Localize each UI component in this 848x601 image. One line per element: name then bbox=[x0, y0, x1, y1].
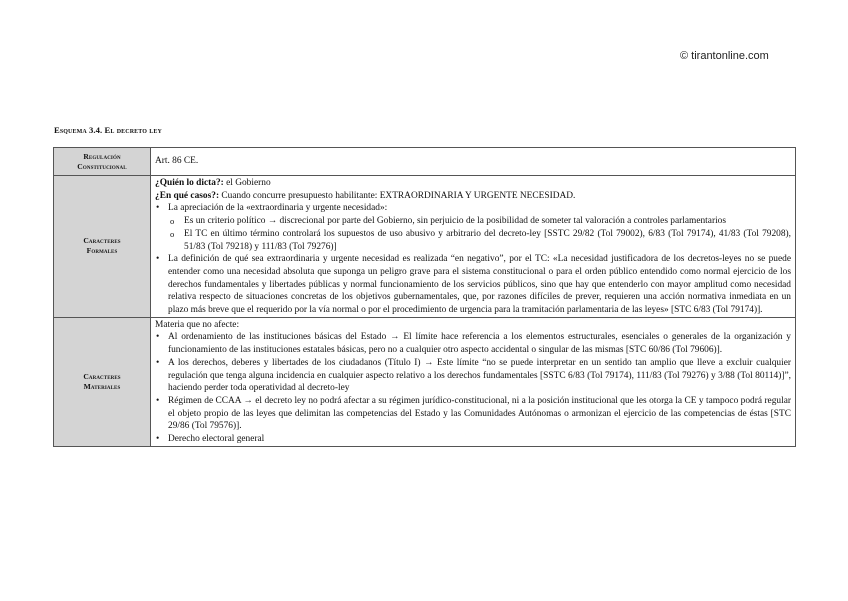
formales-bullet-1: • La apreciación de la «extraordinaria y urgente necesidad»: bbox=[155, 202, 791, 215]
formales-subbullet-2: o El TC en último término controlará los supuestos de uso abusivo y arbitrario del decreto-ley [SSTC 29/82 (Tol 79002), 6/83 (Tol 79174), 41/83 (Tol 79208), 51/83 (Tol 79218) y 111/83 (Tol 79276)] bbox=[155, 228, 791, 253]
materiales-bullet-4: • Derecho electoral general bbox=[155, 433, 791, 446]
label-materiales bbox=[54, 317, 151, 446]
cell-formales bbox=[151, 176, 796, 318]
regulacion-text: Art. 86 CE. bbox=[155, 156, 199, 167]
label-regulacion-line1: Regulación bbox=[83, 151, 121, 161]
copyright-watermark: © tirantonline.com bbox=[680, 50, 769, 62]
label-formales-line2: Formales bbox=[86, 246, 118, 256]
label-materiales-line1: Caracteres bbox=[83, 371, 121, 381]
row-formales bbox=[54, 176, 796, 318]
materiales-bullet-2: • A los derechos, deberes y libertades de los ciudadanos (Título I) → Este límite “no se puede interpretar en un sentido tan amplio que lleve a excluir cualquier regulación que tenga alguna incidencia en cualquier aspecto relativo a los derechos fundamentales [SSTC 6/83 (Tol 79174), 111/83 (Tol 79276) y 3/88 (Tol 80114)]”, haciendo perder toda operatividad al decreto-ley bbox=[155, 357, 791, 395]
materiales-intro: Materia que no afecte: bbox=[155, 319, 240, 330]
label-formales bbox=[54, 176, 151, 318]
schema-heading: Esquema 3.4. El decreto ley bbox=[54, 125, 162, 135]
materiales-bullet-3: • Régimen de CCAA → el decreto ley no podrá afectar a su régimen jurídico-constitucional, ni a la posición institucional que les otorga la CE y tampoco podrá regular el objeto propio de las leyes que delimitan las competencias del Estado y las Comunidades Autónomas o armonizan el ejercicio de las competencias de éstas [STC 29/86 (Tol 79576)]. bbox=[155, 395, 791, 433]
cell-regulacion bbox=[151, 148, 796, 176]
decreto-ley-schema-table bbox=[53, 147, 796, 447]
who-answer: el Gobierno bbox=[223, 178, 271, 188]
formales-subbullet-1: o Es un criterio político → discrecional por parte del Gobierno, sin perjuicio de la posibilidad de someter tal valoración a controles parlamentarios bbox=[155, 215, 791, 228]
when-question: ¿En qué casos?: bbox=[155, 190, 220, 201]
row-materiales bbox=[54, 317, 796, 446]
cell-materiales bbox=[151, 317, 796, 446]
formales-bullet-2: • La definición de qué sea extraordinaria y urgente necesidad es realizada “en negativo”, por el TC: «La necesidad justificadora de los decretos-leyes no se puede entender como una necesidad absoluta que suponga un peligro grave para el sistema constitucional o para el orden público entendido como normal ejercicio de los derechos fundamentales y libertades públicas y normal funcionamiento de los servicios públicos, sino que hay que entenderlo con mayor amplitud como necesidad relativa respecto de situaciones concretas de los objetivos gubernamentales, que, por razones difíciles de prever, requieren una acción normativa inmediata en un plazo más breve que el requerido por la vía normal o por el procedimiento de urgencia para la tramitación parlamentaria de las leyes» [STC 6/83 (Tol 79174)]. bbox=[155, 253, 791, 317]
row-regulacion bbox=[54, 148, 796, 176]
who-question: ¿Quién lo dicta?: bbox=[155, 178, 224, 188]
label-materiales-line2: Materiales bbox=[83, 381, 121, 391]
materiales-bullet-1: • Al ordenamiento de las instituciones básicas del Estado → El límite hace referencia a los elementos estructurales, esenciales o generales de la organización y funcionamiento de las instituciones estatales básicas, pero no a cualquier otro aspecto accidental o singular de las mismas [STC 60/86 (Tol 79606)]. bbox=[155, 331, 791, 356]
when-answer: Cuando concurre presupuesto habilitante: EXTRAORDINARIA Y URGENTE NECESIDAD. bbox=[219, 190, 576, 201]
when-line bbox=[155, 190, 791, 203]
label-formales-line1: Caracteres bbox=[83, 236, 121, 246]
label-regulacion bbox=[54, 148, 151, 176]
label-regulacion-line2: Constitucional bbox=[77, 161, 127, 171]
who-line bbox=[155, 177, 791, 190]
